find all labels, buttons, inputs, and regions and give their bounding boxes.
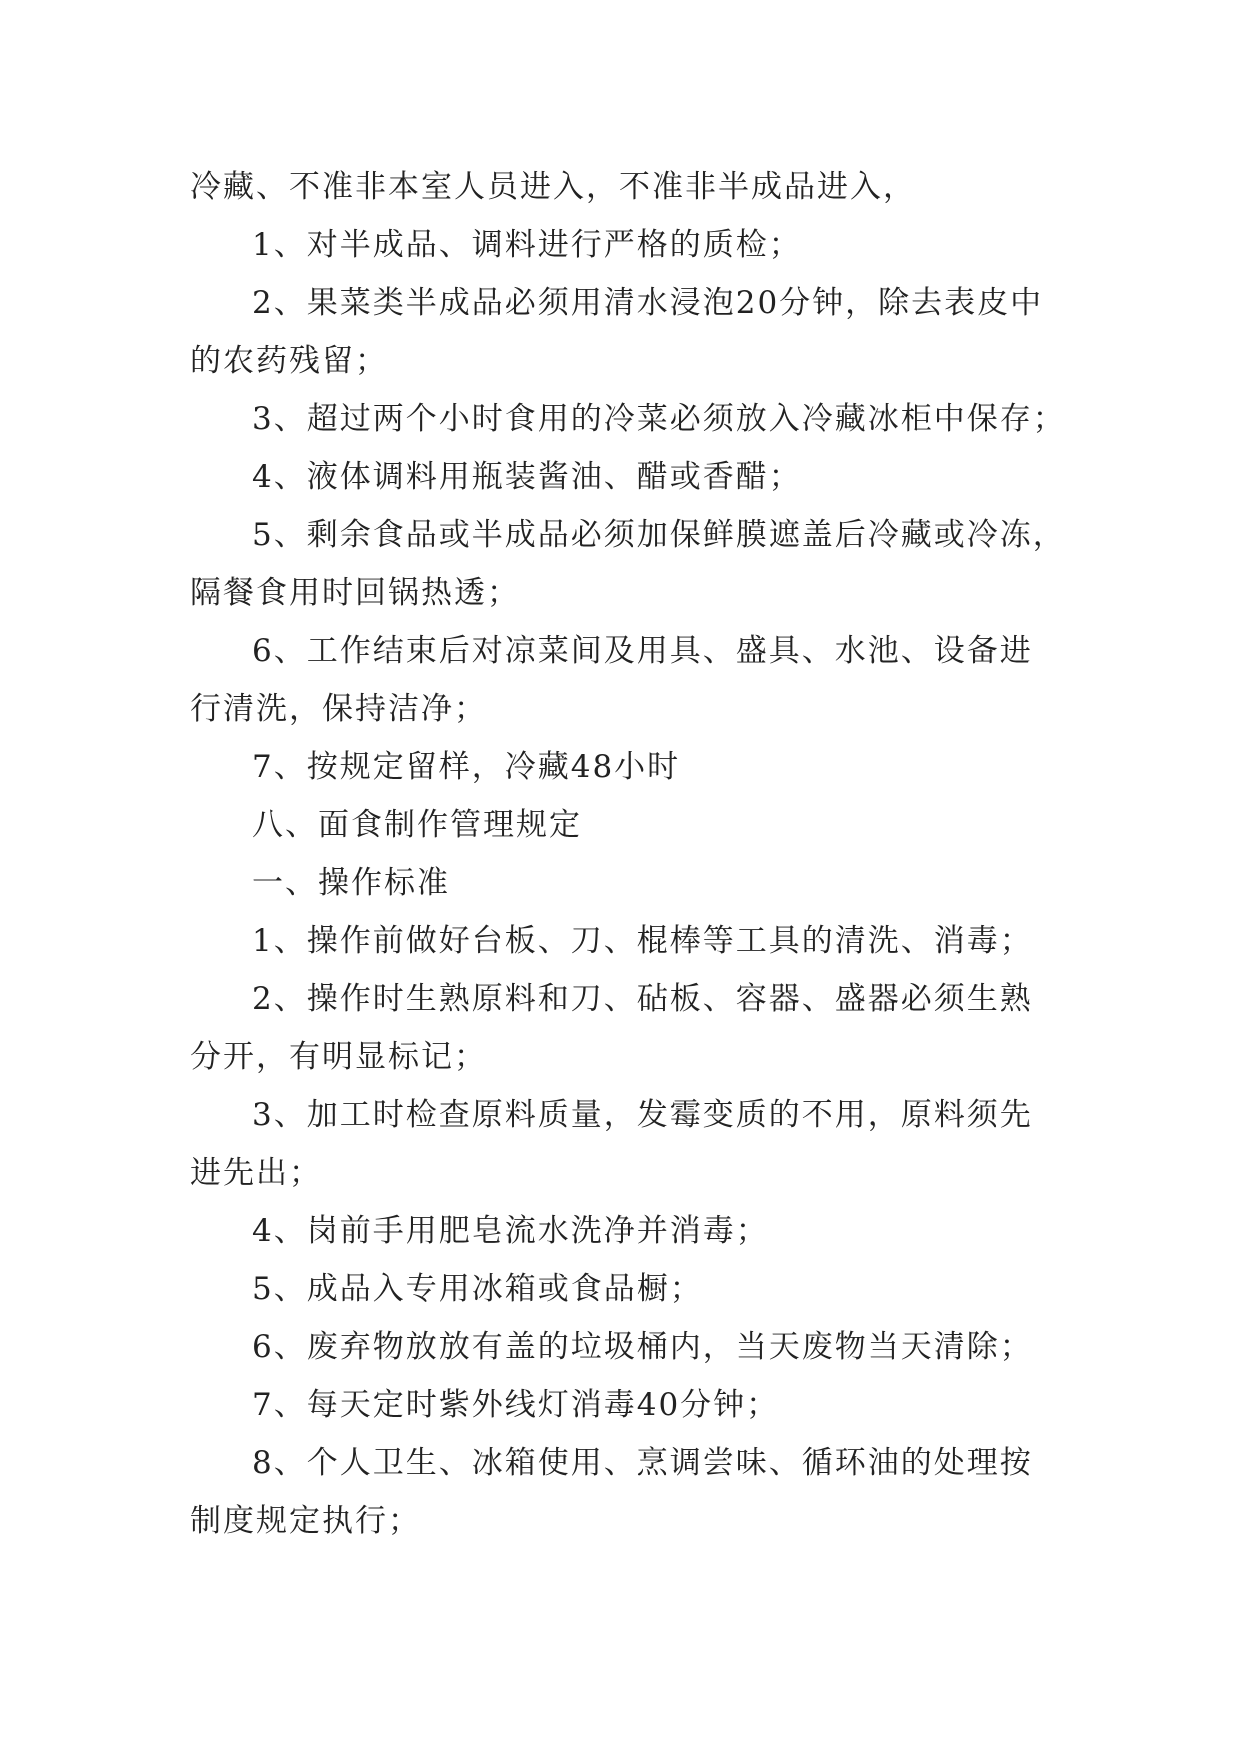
paragraph-line: 8、个人卫生、冰箱使用、烹调尝味、循环油的处理按 [252,1445,1033,1481]
paragraph-line: 3、加工时检查原料质量，发霉变质的不用，原料须先 [252,1097,1033,1133]
paragraph-line: 5、成品入专用冰箱或食品橱； [252,1271,703,1307]
section-heading: 八、面食制作管理规定 [252,807,582,843]
paragraph-line: 2、果菜类半成品必须用清水浸泡20分钟，除去表皮中 [252,285,1044,321]
paragraph-line: 6、废弃物放放有盖的垃圾桶内，当天废物当天清除； [252,1329,1033,1365]
paragraph-line: 隔餐食用时回锅热透； [190,575,520,611]
paragraph-line: 1、操作前做好台板、刀、棍棒等工具的清洗、消毒； [252,923,1033,959]
paragraph-line: 7、每天定时紫外线灯消毒40分钟； [252,1387,780,1423]
subsection-heading: 一、操作标准 [252,865,450,901]
paragraph-line: 冷藏、不准非本室人员进入，不准非半成品进入， [190,169,916,205]
paragraph-line: 7、按规定留样，冷藏48小时 [252,749,681,785]
paragraph-line: 行清洗，保持洁净； [190,691,487,727]
paragraph-line: 的农药残留； [190,343,388,379]
paragraph-line: 4、液体调料用瓶装酱油、醋或香醋； [252,459,802,495]
paragraph-line: 制度规定执行； [190,1503,421,1539]
paragraph-line: 分开，有明显标记； [190,1039,487,1075]
paragraph-line: 4、岗前手用肥皂流水洗净并消毒； [252,1213,769,1249]
paragraph-line: 3、超过两个小时食用的冷菜必须放入冷藏冰柜中保存； [252,401,1066,437]
paragraph-line: 6、工作结束后对凉菜间及用具、盛具、水池、设备进 [252,633,1033,669]
paragraph-line: 进先出； [190,1155,322,1191]
paragraph-line: 1、对半成品、调料进行严格的质检； [252,227,802,263]
document-body [190,158,1070,1550]
paragraph-line: 2、操作时生熟原料和刀、砧板、容器、盛器必须生熟 [252,981,1033,1017]
paragraph-line: 5、剩余食品或半成品必须加保鲜膜遮盖后冷藏或冷冻， [252,517,1066,553]
